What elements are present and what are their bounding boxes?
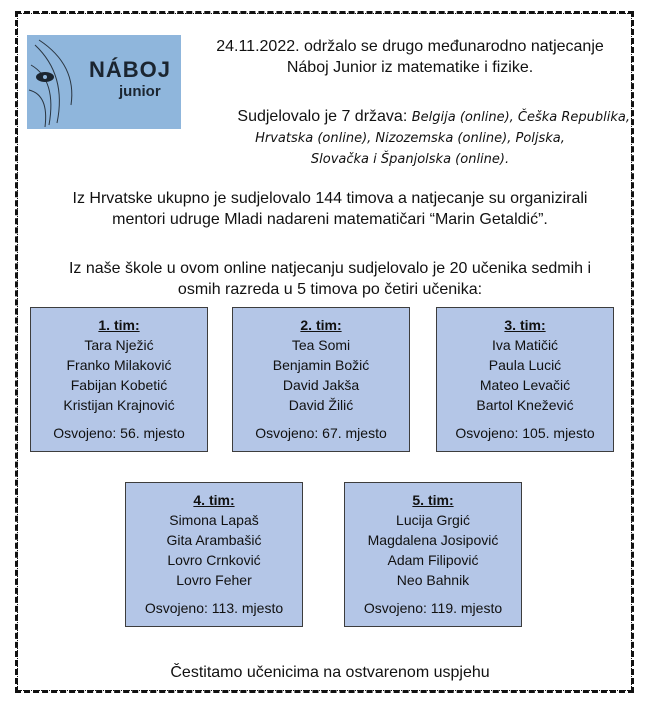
team-card-2	[232, 307, 410, 452]
team-member: David Jakša	[282, 377, 360, 393]
team-result: Osvojeno: 119. mjesto	[363, 600, 503, 616]
team-member: Kristijan Krajnović	[63, 397, 175, 413]
team-title: 1. tim:	[98, 317, 140, 333]
team-result: Osvojeno: 67. mjesto	[255, 425, 387, 441]
team-result: Osvojeno: 113. mjesto	[144, 600, 284, 616]
logo-title: NÁBOJ	[89, 57, 172, 82]
team-member: Bartol Knežević	[476, 397, 574, 413]
team-member: Lucija Grgić	[396, 512, 470, 528]
team-member: Magdalena Josipović	[367, 532, 499, 548]
team-member: Mateo Levačić	[479, 377, 571, 393]
team-member: Adam Filipović	[387, 552, 479, 568]
naboj-junior-logo	[27, 35, 181, 129]
logo-subtitle: junior	[119, 83, 161, 100]
team-card-1	[30, 307, 208, 452]
team-member: Lovro Feher	[176, 572, 252, 588]
team-card-3	[436, 307, 614, 452]
countries-line-1	[190, 106, 630, 128]
countries-lead: Sudjelovalo je 7 država:	[237, 108, 408, 125]
intro-text	[190, 36, 630, 78]
school-paragraph	[30, 258, 630, 300]
team-member: Tea Somi	[291, 337, 351, 353]
team-member: Gita Arambašić	[166, 532, 262, 548]
countries-text	[190, 106, 630, 170]
team-card-5	[344, 482, 522, 627]
team-member: Paula Lucić	[488, 357, 562, 373]
countries-list-part-2: Hrvatska (online), Nizozemska (online), Poljska,	[255, 131, 565, 146]
team-member: Fabijan Kobetić	[70, 377, 168, 393]
countries-list-part-1: Belgija (online), Češka Republika,	[411, 110, 630, 125]
team-member: Neo Bahnik	[396, 572, 470, 588]
team-member: Lovro Crnković	[167, 552, 261, 568]
closing-message: Čestitamo učenicima na ostvarenom uspjehu	[170, 664, 490, 681]
team-member: Iva Matičić	[491, 337, 559, 353]
team-member: Simona Lapaš	[169, 512, 259, 528]
team-member: Benjamin Božić	[272, 357, 370, 373]
croatia-line-2: mentori udruge Mladi nadareni matematičari “Marin Getaldić”.	[112, 211, 548, 228]
team-title: 2. tim:	[300, 317, 342, 333]
team-title: 4. tim:	[193, 492, 235, 508]
team-member: Franko Milaković	[66, 357, 172, 373]
team-member: David Žilić	[288, 397, 354, 413]
countries-list-part-3: Slovačka i Španjolska (online).	[310, 152, 510, 167]
school-line-1: Iz naše škole u ovom online natjecanju sudjelovalo je 20 učenika sedmih i	[68, 260, 592, 277]
team-title: 3. tim:	[504, 317, 546, 333]
team-result: Osvojeno: 105. mjesto	[455, 425, 595, 441]
intro-line-2: Náboj Junior iz matematike i fizike.	[286, 59, 534, 76]
team-member: Tara Nježić	[84, 337, 154, 353]
team-title: 5. tim:	[412, 492, 454, 508]
team-result: Osvojeno: 56. mjesto	[53, 425, 185, 441]
croatia-line-1: Iz Hrvatske ukupno je sudjelovalo 144 timova a natjecanje su organizirali	[72, 190, 588, 207]
croatia-paragraph	[30, 188, 630, 230]
intro-line-1: 24.11.2022. održalo se drugo međunarodno natjecanje	[216, 38, 604, 55]
team-card-4	[125, 482, 303, 627]
school-line-2: osmih razreda u 5 timova po četiri učenika:	[177, 281, 483, 298]
